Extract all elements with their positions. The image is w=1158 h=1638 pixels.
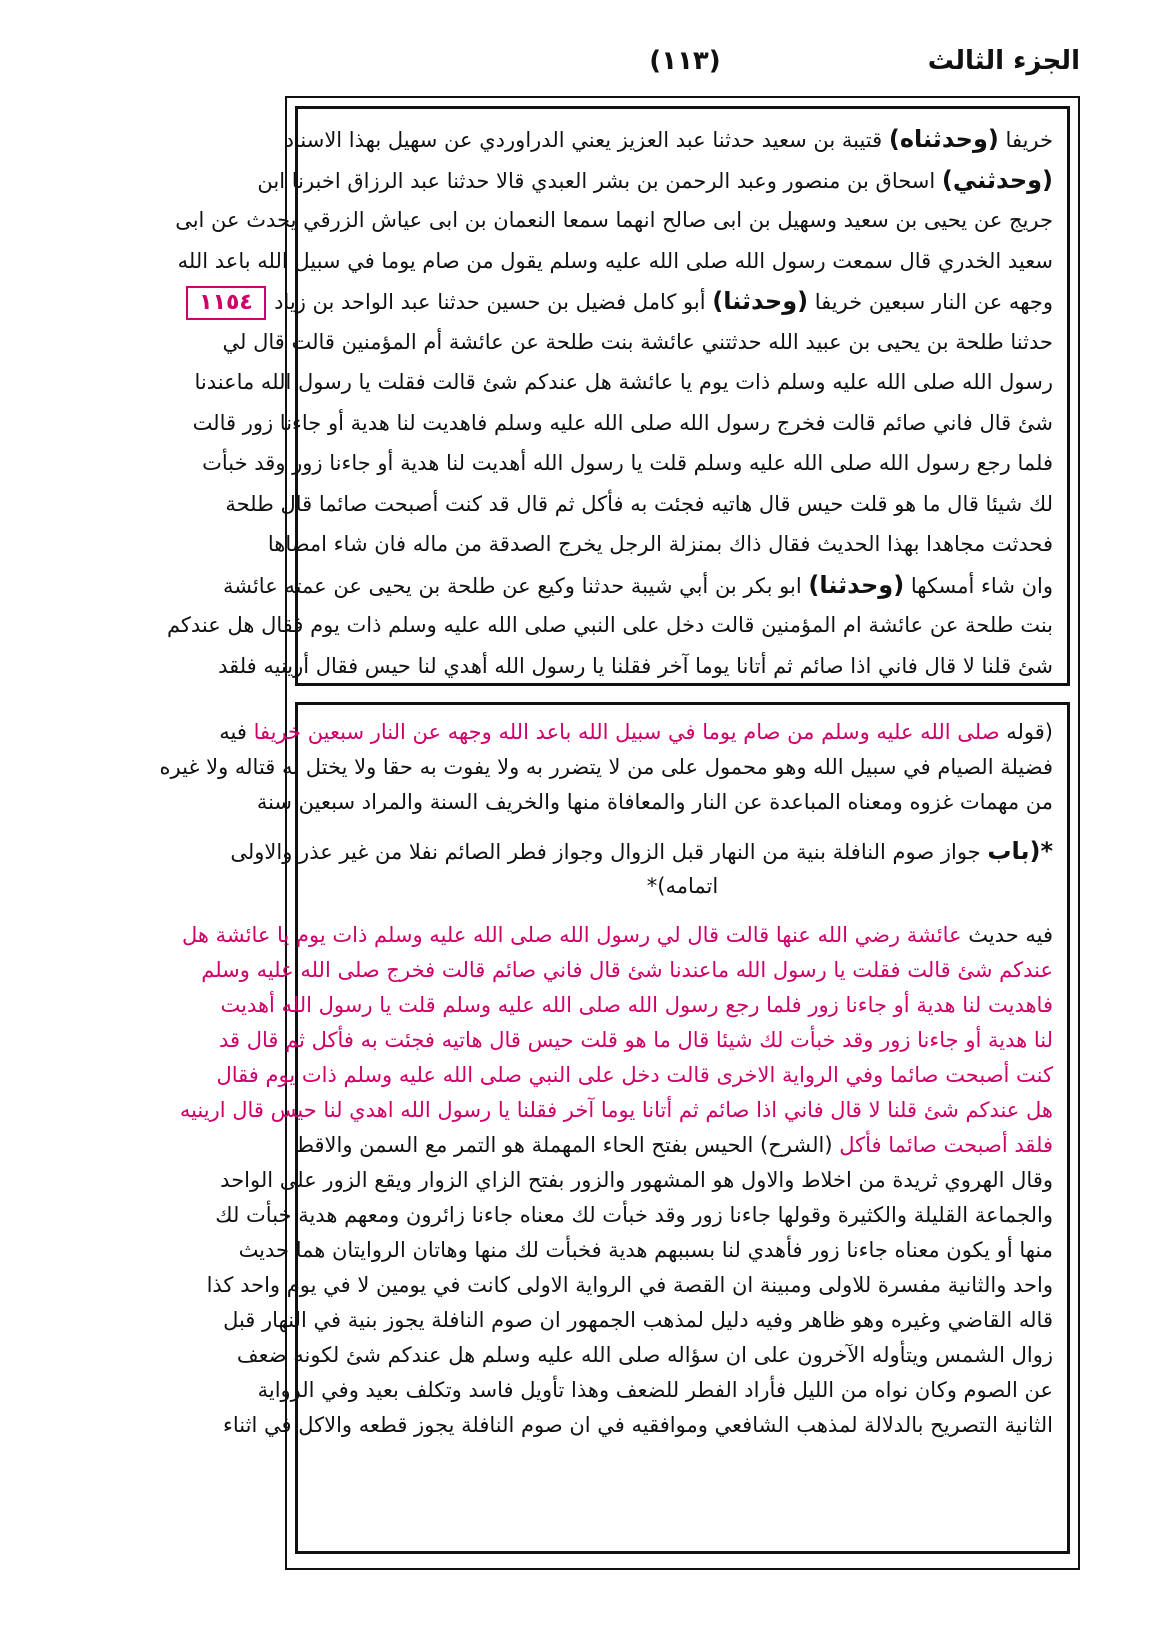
- quoted-text: كنت أصبحت صائما وفي الرواية الاخرى قالت دخل على النبي صلى الله عليه وسلم ذات يوم فقال: [216, 1063, 1053, 1087]
- sharh-line: [256, 785, 1053, 820]
- matn-line: [222, 565, 1053, 606]
- text-segment: بنت طلحة عن عائشة ام المؤمنين قالت دخل على النبي صلى الله عليه وسلم ذات يوم فقال هل عندكم: [166, 613, 1053, 637]
- sharh-line: [206, 1268, 1053, 1303]
- sharh-line: [220, 988, 1053, 1023]
- text-segment: جواز صوم النافلة بنية من النهار قبل الزوال وجواز فطر الصائم نفلا من غير عذر والاولى: [230, 840, 988, 864]
- sharh-line: [294, 1128, 1053, 1163]
- matn-line: [166, 605, 1053, 646]
- text-segment: أبو كامل فضيل بن حسين حدثنا عبد الواحد بن زياد: [274, 290, 713, 314]
- page-header: [290, 46, 1080, 96]
- text-segment: فحدثت مجاهدا بهذا الحديث فقال ذاك بمنزلة الرجل يخرج الصدقة من ماله فان شاء امضاها: [267, 532, 1053, 556]
- matn-line: [267, 524, 1053, 565]
- matn-line: [192, 403, 1053, 444]
- matn-line: [284, 119, 1053, 160]
- text-segment: منها أو يكون معناه جاءنا زور فأهدي لنا بسببهم هدية فخبأت لك منها وهاتان الروايتان هما حديث: [238, 1238, 1053, 1262]
- text-segment: حدثنا طلحة بن يحيى بن عبيد الله حدثتني عائشة بنت طلحة عن عائشة أم المؤمنين قالت قال لي: [222, 329, 1053, 354]
- text-segment: لك شيئا قال ما هو قلت حيس قال هاتيه فجئت به فأكل ثم قال قد كنت أصبحت صائما قال طلحة: [225, 491, 1053, 516]
- text-segment: فيه: [219, 720, 254, 744]
- matn-line: [257, 160, 1053, 201]
- volume-label: الجزء الثالث: [927, 46, 1080, 76]
- quoted-text: هل عندكم شئ قلنا لا قال فاني اذا صائم ثم أتانا يوما آخر فقلنا يا رسول الله اهدي لنا حيس قال ارينيه: [179, 1098, 1053, 1122]
- text-segment: وقال الهروي ثريدة من اخلاط والاول هو المشهور والزور بفتح الزاي الزوار ويقع الزور على الواحد: [220, 1168, 1053, 1192]
- text-segment: عن الصوم وكان نواه من الليل فأراد الفطر للضعف وهذا تأويل فاسد وتكلف بعيد وفي الرواية: [257, 1378, 1053, 1402]
- matn-line: [225, 484, 1053, 525]
- text-segment: قاله القاضي وغيره وهو ظاهر وفيه دليل لمذهب الجمهور ان صوم النافلة يجوز بنية في النهار قبل: [223, 1308, 1053, 1332]
- quoted-text: عائشة رضي الله عنها قالت قال لي رسول الله صلى الله عليه وسلم ذات يوم يا عائشة هل: [181, 923, 962, 947]
- text-segment: شئ قال فاني صائم قالت فخرج رسول الله صلى الله عليه وسلم فاهديت لنا هدية أو جاءنا زور قالت: [192, 410, 1053, 435]
- text-segment: وان شاء أمسكها: [904, 573, 1053, 598]
- sharh-line: [181, 918, 1053, 953]
- bab-heading: باب: [987, 837, 1030, 865]
- sharh-line: [220, 1163, 1053, 1198]
- page-number: (١١٣): [649, 46, 721, 76]
- text-segment: شئ قلنا لا قال فاني اذا صائم ثم أتانا يوما آخر فقلنا يا رسول الله أهدي لنا حيس فقال أرينيه فلقد: [218, 653, 1053, 678]
- sharh-line: [223, 1303, 1053, 1338]
- hadith-number-badge: ١١٥٤: [186, 286, 266, 320]
- sharh-text: [159, 715, 1053, 1543]
- matn-line: [222, 322, 1053, 363]
- bab-heading: *(: [1029, 837, 1053, 865]
- text-segment: واحد والثانية مفسرة للاولى ومبينة ان القصة في الرواية الاولى كانت في يومين لا في يوم واحد كذا: [206, 1273, 1053, 1297]
- text-segment: خريفا: [998, 128, 1053, 152]
- sharh-line: [218, 1023, 1053, 1058]
- matn-line: [202, 443, 1053, 484]
- matn-line: [274, 281, 1053, 322]
- sharh-line: [159, 750, 1053, 785]
- sharh-line: [312, 869, 1053, 904]
- quoted-text: عندكم شئ قالت فقلت يا رسول الله ماعندنا شئ قال فاني صائم قالت فخرج صلى الله عليه وسلم: [201, 958, 1053, 982]
- text-segment: فلما رجع رسول الله صلى الله عليه وسلم قلت يا رسول الله أهديت لنا هدية أو جاءنا زور وقد خبأت: [202, 451, 1053, 475]
- chain-marker: (وحدثني): [941, 165, 1053, 194]
- sharh-line: [238, 1233, 1053, 1268]
- sharh-line: [223, 1408, 1053, 1443]
- text-segment: فيه حديث: [961, 923, 1053, 947]
- chain-marker: (وحدثنا): [712, 287, 809, 315]
- sharh-line: [257, 1373, 1053, 1408]
- text-segment: رسول الله صلى الله عليه وسلم ذات يوم يا عائشة هل عندكم شئ قالت فقلت يا رسول الله ماعندنا: [194, 370, 1053, 394]
- quoted-text: صلى الله عليه وسلم من صام يوما في سبيل الله باعد الله وجهه عن النار سبعين خريفا: [253, 720, 1000, 744]
- text-segment: وجهه عن النار سبعين خريفا: [808, 290, 1053, 314]
- text-segment: قتيبة بن سعيد حدثنا عبد العزيز يعني الدراوردي عن سهيل بهذا الاسناد: [284, 128, 889, 152]
- text-segment: الثانية التصريح بالدلالة لمذهب الشافعي وموافقيه في ان صوم النافلة يجوز قطعه والاكل في اثناء: [223, 1413, 1053, 1437]
- matn-line: [218, 646, 1053, 687]
- quoted-text: لنا هدية أو جاءنا زور وقد خبأت لك شيئا قال ما هو قلت حيس قال هاتيه فجئت به فأكل ثم قال قد: [218, 1028, 1053, 1052]
- quoted-text: فلقد أصبحت صائما فأكل: [839, 1133, 1053, 1157]
- sharh-line: [219, 715, 1053, 750]
- text-segment: فضيلة الصيام في سبيل الله وهو محمول على من لا يتضرر به ولا يفوت به حقا ولا يختل به قتاله ولا غيره: [159, 755, 1053, 779]
- text-segment: من مهمات غزوه ومعناه المباعدة عن النار والمعافاة منها والخريف السنة والمراد سبعين سنة: [256, 790, 1053, 814]
- matn-line: [194, 362, 1053, 403]
- text-segment: زوال الشمس ويتأوله الآخرون على ان سؤاله صلى الله عليه وسلم هل عندكم شئ لكونه ضعف: [236, 1343, 1053, 1367]
- text-segment: (الشرح) الحيس بفتح الحاء المهملة هو التمر مع السمن والاقط: [294, 1133, 840, 1157]
- chain-marker: (وحدثناه): [888, 125, 999, 153]
- text-segment: (قوله: [999, 720, 1053, 744]
- text-segment: ابو بكر بن أبي شيبة حدثنا وكيع عن طلحة بن يحيى عن عمته عائشة: [222, 573, 809, 598]
- sharh-line: [236, 1338, 1053, 1373]
- sharh-line: [179, 1093, 1053, 1128]
- matn-line: [175, 200, 1053, 241]
- chain-marker: (وحدثنا): [808, 570, 905, 599]
- sharh-line: [216, 1058, 1053, 1093]
- text-segment: والجماعة القليلة والكثيرة وقولها جاءنا زور وقد خبأت لك معناه جاءنا زائرون ومعهم هدية خبأت لك: [215, 1203, 1053, 1227]
- sharh-line: [201, 953, 1053, 988]
- text-segment: اسحاق بن منصور وعبد الرحمن بن بشر العبدي قالا حدثنا عبد الرزاق اخبرنا ابن: [257, 168, 942, 193]
- sharh-line: [230, 834, 1053, 869]
- matn-line: [177, 241, 1053, 282]
- text-segment: اتمامه)*: [646, 874, 719, 898]
- sharh-box: [159, 702, 1070, 1554]
- quoted-text: فاهديت لنا هدية أو جاءنا زور فلما رجع رسول الله صلى الله عليه وسلم قلت يا رسول الله أهديت: [220, 993, 1053, 1017]
- sharh-line: [215, 1198, 1053, 1233]
- text-segment: جريج عن يحيى بن سعيد وسهيل بن ابى صالح انهما سمعا النعمان بن ابى عياش الزرقي يحدث عن ابى: [175, 208, 1053, 232]
- text-segment: سعيد الخدري قال سمعت رسول الله صلى الله عليه وسلم يقول من صام يوما في سبيل الله باعد الله: [177, 248, 1053, 273]
